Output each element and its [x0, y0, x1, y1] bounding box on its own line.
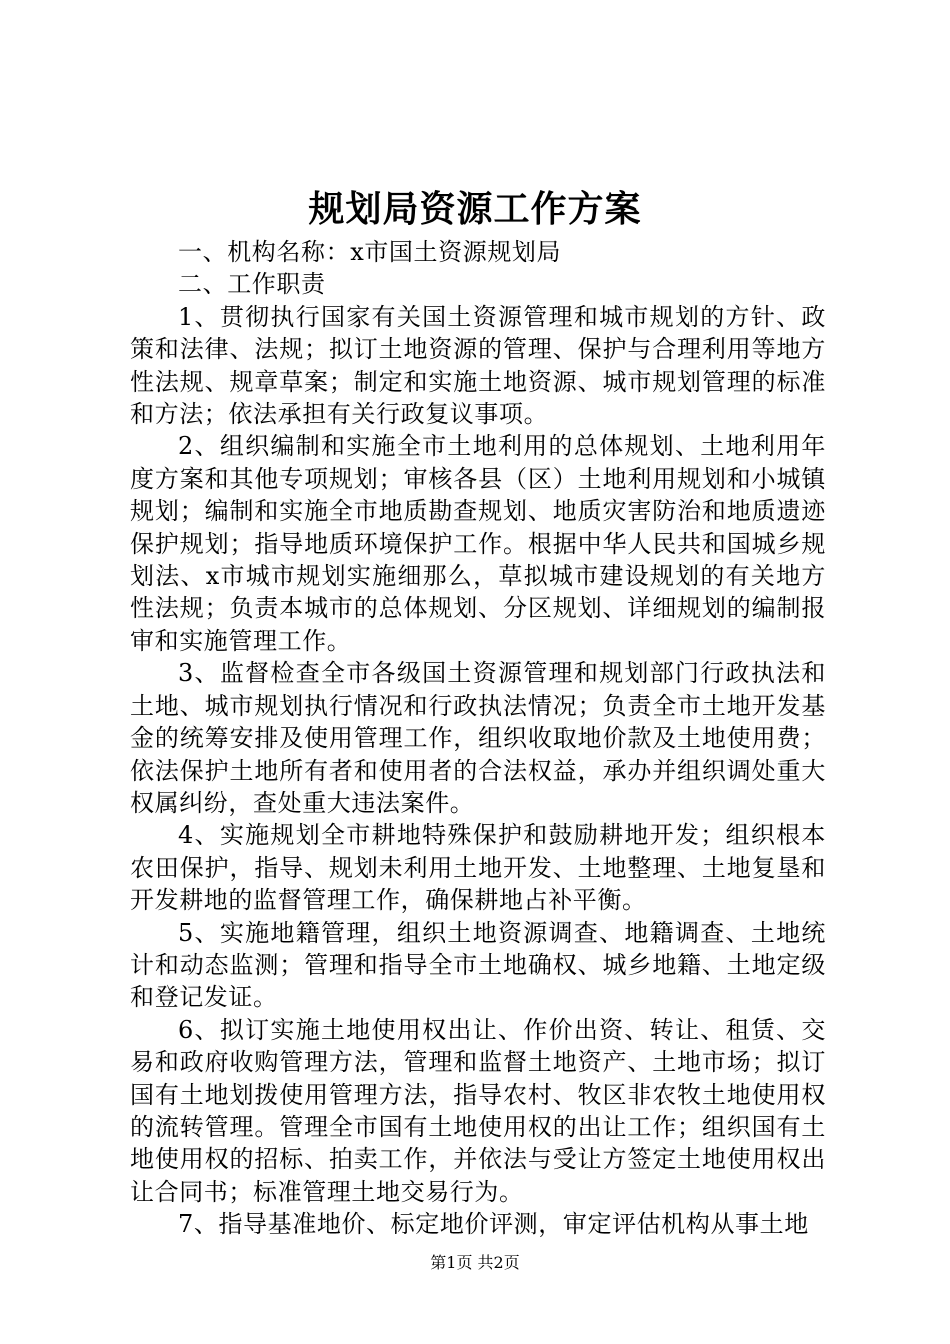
document-title: 规划局资源工作方案 [308, 188, 642, 230]
paragraph-duty-7: 7、指导基准地价、标定地价评测，审定评估机构从事土地 [178, 1210, 809, 1239]
paragraph-institution-name: 一、机构名称：x市国土资源规划局 [178, 238, 562, 266]
paragraph-duty-1: 1、贯彻执行国家有关国土资源管理和城市规划的方针、政策和法律、法规；拟订土地资源的管理、保护与合理利用等地方性法规、规章草案；制定和实施土地资源、城市规划管理的标准和方法；依法承担有关行政复议事项。 [130, 302, 826, 429]
paragraph-duty-5: 5、实施地籍管理，组织土地资源调查、地籍调查、土地统计和动态监测；管理和指导全市土地确权、城乡地籍、土地定级和登记发证。 [130, 918, 826, 1012]
paragraph-duty-4: 4、实施规划全市耕地特殊保护和鼓励耕地开发；组织根本农田保护，指导、规划未利用土地开发、土地整理、土地复垦和开发耕地的监督管理工作，确保耕地占补平衡。 [130, 821, 826, 915]
paragraph-duty-2: 2、组织编制和实施全市土地利用的总体规划、土地利用年度方案和其他专项规划；审核各县（区）土地利用规划和小城镇规划；编制和实施全市地质勘查规划、地质灾害防治和地质遗迹保护规划；指导地质环境保护工作。根据中华人民共和国城乡规划法、x市城市规划实施细那么，草拟城市建设规划的有关地方性法规；负责本城市的总体规划、分区规划、详细规划的编制报审和实施管理工作。 [130, 432, 826, 655]
document-body [130, 236, 826, 1241]
page-number-footer: 第1页 共2页 [430, 1253, 520, 1272]
paragraph-duty-6: 6、拟订实施土地使用权出让、作价出资、转让、租赁、交易和政府收购管理方法，管理和监督土地资产、土地市场；拟订国有土地划拨使用管理方法，指导农村、牧区非农牧土地使用权的流转管理。管理全市国有土地使用权的出让工作；组织国有土地使用权的招标、拍卖工作，并依法与受让方签定土地使用权出让合同书；标准管理土地交易行为。 [130, 1015, 826, 1206]
paragraph-section-heading: 二、工作职责 [178, 270, 326, 299]
paragraph-duty-3: 3、监督检查全市各级国土资源管理和规划部门行政执法和土地、城市规划执行情况和行政执法情况；负责全市土地开发基金的统筹安排及使用管理工作，组织收取地价款及土地使用费；依法保护土地所有者和使用者的合法权益，承办并组织调处重大权属纠纷，查处重大违法案件。 [130, 659, 826, 817]
